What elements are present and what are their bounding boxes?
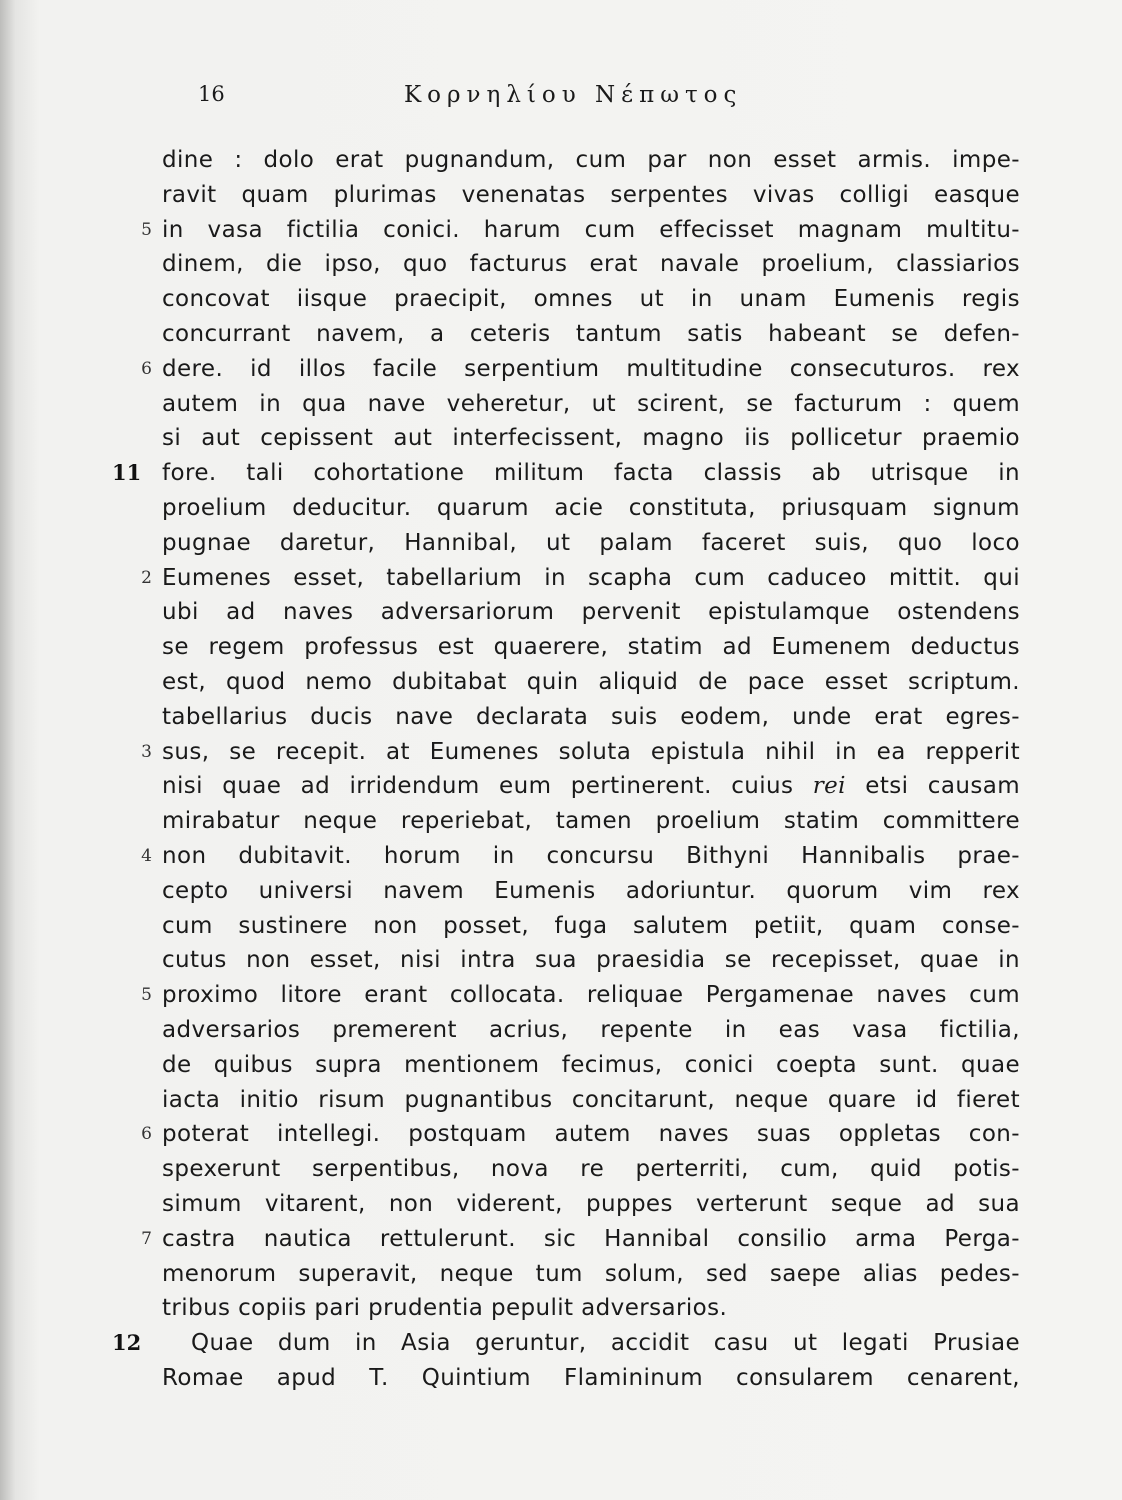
text-line: [0, 1326, 1122, 1360]
text-line: [0, 491, 1122, 525]
line-text: est, quod nemo dubitabat quin aliquid de pace esset scriptum.: [162, 669, 1020, 695]
section-number: 5: [141, 219, 152, 240]
section-number: 6: [141, 1124, 152, 1145]
page-number: 16: [198, 82, 225, 106]
line-text: si aut cepissent aut interfecissent, magno iis pollicetur praemio: [162, 425, 1020, 452]
line-text: proelium deducitur. quarum acie constituta, priusquam signum: [162, 495, 1020, 521]
line-text: non dubitavit. horum in concursu Bithyni Hannibalis prae-: [162, 843, 1020, 869]
line-text: Romae apud T. Quintium Flamininum consularem cenarent,: [162, 1365, 1020, 1391]
line-text: de quibus supra mentionem fecimus, conici coepta sunt. quae: [162, 1051, 1020, 1078]
text-line: [0, 1083, 1122, 1117]
text-line: [0, 282, 1122, 316]
text-line: [0, 143, 1122, 177]
text-line: [0, 1187, 1122, 1221]
line-text: ravit quam plurimas venenatas serpentes vivas colligi easque: [162, 181, 1020, 208]
line-text: se regem professus est quaerere, statim ad Eumenem deductus: [162, 634, 1020, 661]
section-number: 5: [141, 985, 152, 1006]
line-text: spexerunt serpentibus, nova re perterriti, cum, quid potis-: [162, 1156, 1020, 1183]
line-text: mirabatur neque reperiebat, tamen proelium statim committere: [162, 808, 1020, 835]
line-text: tabellarius ducis nave declarata suis eodem, unde erat egres-: [162, 703, 1020, 730]
section-number: 4: [141, 846, 152, 866]
section-number: 3: [141, 741, 152, 762]
text-line: [0, 943, 1122, 977]
text-line: [0, 526, 1122, 560]
line-text: cepto universi navem Eumenis adoriuntur. quorum vim rex: [162, 877, 1020, 904]
text-line: [0, 1117, 1122, 1151]
text-line: [0, 839, 1122, 873]
text-line: [0, 456, 1122, 490]
text-line: [0, 213, 1122, 247]
running-title: Κορνηλίου Νέπωτος: [404, 82, 743, 108]
line-text: simum vitarent, non viderent, puppes verterunt seque ad sua: [162, 1191, 1020, 1217]
italic-word: rei: [812, 773, 846, 800]
text-line: [0, 387, 1122, 421]
running-head: [0, 82, 1122, 112]
line-text: ubi ad naves adversariorum pervenit epistulamque ostendens: [162, 599, 1020, 626]
line-text: cutus non esset, nisi intra sua praesidia se recepisset, quae in: [162, 947, 1020, 974]
line-text: nisi quae ad irridendum eum pertinerent. cuius rei etsi causam: [162, 773, 1020, 800]
line-text: sus, se recepit. at Eumenes soluta epistula nihil in ea repperit: [162, 738, 1020, 765]
text-line: [0, 978, 1122, 1012]
line-text: dinem, die ipso, quo facturus erat navale proelium, classiarios: [162, 251, 1020, 278]
line-text: autem in qua nave veheretur, ut scirent, se facturum : quem: [162, 390, 1020, 417]
text-line: [0, 421, 1122, 455]
text-line: [0, 1361, 1122, 1395]
line-text: Quae dum in Asia geruntur, accidit casu ut legati Prusiae: [191, 1330, 1020, 1357]
line-text: Eumenes esset, tabellarium in scapha cum caduceo mittit. qui: [162, 564, 1020, 591]
text-line: [0, 804, 1122, 838]
text-line: [0, 595, 1122, 629]
text-line: [0, 700, 1122, 734]
line-text: poterat intellegi. postquam autem naves suas oppletas con-: [162, 1121, 1020, 1148]
line-text: dine : dolo erat pugnandum, cum par non esset armis. impe-: [162, 147, 1020, 173]
line-text: tribus copiis pari prudentia pepulit adversarios.: [162, 1295, 728, 1322]
chapter-number: 11: [112, 460, 142, 486]
text-line: [0, 735, 1122, 769]
text-line: [0, 665, 1122, 699]
line-text: concovat iisque praecipit, omnes ut in unam Eumenis regis: [162, 286, 1020, 313]
text-line: [0, 1257, 1122, 1291]
section-number: 7: [141, 1228, 152, 1249]
text-line: [0, 178, 1122, 212]
line-text: concurrant navem, a ceteris tantum satis habeant se defen-: [162, 321, 1020, 347]
section-number: 6: [141, 358, 152, 379]
line-text: menorum superavit, neque tum solum, sed saepe alias pedes-: [162, 1260, 1020, 1287]
line-text: adversarios premerent acrius, repente in eas vasa fictilia,: [162, 1017, 1020, 1043]
text-line: [0, 1048, 1122, 1082]
chapter-number: 12: [112, 1330, 142, 1356]
line-text: proximo litore erant collocata. reliquae Pergamenae naves cum: [162, 982, 1020, 1009]
text-line: [0, 630, 1122, 664]
line-text: pugnae daretur, Hannibal, ut palam faceret suis, quo loco: [162, 529, 1020, 556]
text-line: [0, 247, 1122, 281]
line-text: cum sustinere non posset, fuga salutem petiit, quam conse-: [162, 912, 1020, 939]
text-line: [0, 1222, 1122, 1256]
line-text: in vasa fictilia conici. harum cum effecisset magnam multitu-: [162, 216, 1020, 243]
text-line: [0, 1013, 1122, 1047]
text-line: [0, 561, 1122, 595]
line-text: castra nautica rettulerunt. sic Hannibal consilio arma Perga-: [162, 1225, 1020, 1252]
text-line: [0, 1152, 1122, 1186]
text-line: [0, 1291, 1122, 1325]
text-line: [0, 874, 1122, 908]
text-line: [0, 352, 1122, 386]
text-line: [0, 769, 1122, 803]
text-line: [0, 909, 1122, 943]
line-text: fore. tali cohortatione militum facta classis ab utrisque in: [162, 460, 1020, 487]
section-number: 2: [141, 567, 152, 588]
line-text: dere. id illos facile serpentium multitudine consecuturos. rex: [162, 355, 1020, 382]
line-text: iacta initio risum pugnantibus concitarunt, neque quare id fieret: [162, 1086, 1020, 1113]
text-line: [0, 317, 1122, 351]
